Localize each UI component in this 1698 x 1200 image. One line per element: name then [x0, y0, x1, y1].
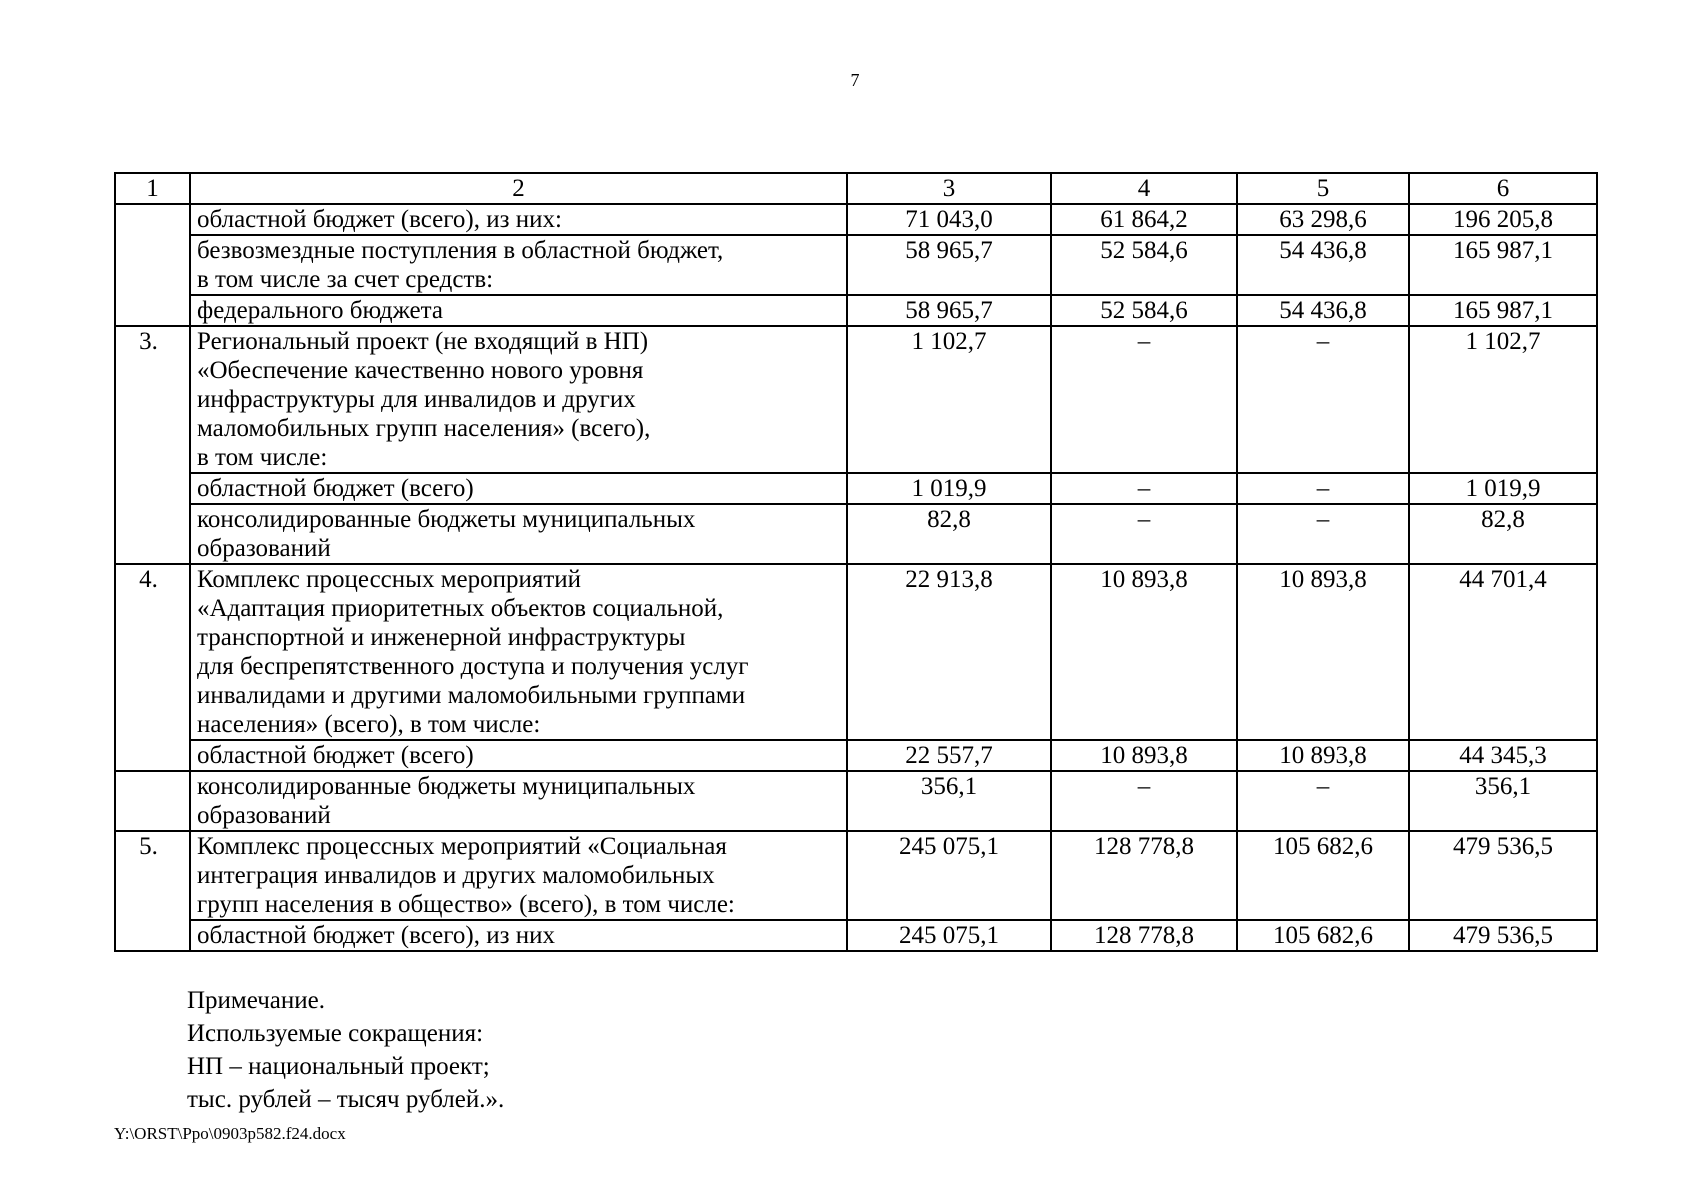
row-description: консолидированные бюджеты муниципальных образований [190, 504, 847, 564]
value-cell: – [1051, 473, 1237, 504]
value-cell: 58 965,7 [847, 235, 1051, 295]
value-cell: 10 893,8 [1051, 564, 1237, 740]
value-cell: – [1051, 326, 1237, 473]
row-description: областной бюджет (всего) [190, 740, 847, 771]
value-cell: 10 893,8 [1237, 564, 1409, 740]
value-cell: 82,8 [1409, 504, 1597, 564]
budget-table [114, 172, 1598, 952]
value-cell: 22 913,8 [847, 564, 1051, 740]
value-cell: – [1237, 473, 1409, 504]
table-row [115, 920, 1597, 951]
value-cell: 196 205,8 [1409, 204, 1597, 235]
value-cell: – [1051, 504, 1237, 564]
value-cell: 165 987,1 [1409, 235, 1597, 295]
row-description: Региональный проект (не входящий в НП) «Обеспечение качественно нового уровня инфраструктуры для инвалидов и других маломобильных групп населения» (всего), в том числе: [190, 326, 847, 473]
page-number: 7 [850, 70, 860, 90]
row-description: Комплекс процессных мероприятий «Социальная интеграция инвалидов и других маломобильных групп населения в общество» (всего), в том числе: [190, 831, 847, 920]
header-cell: 3 [847, 173, 1051, 204]
row-number-cell: 5. [115, 831, 190, 951]
value-cell: – [1237, 504, 1409, 564]
table-row [115, 771, 1597, 831]
note-line: Используемые сокращения: [187, 1020, 484, 1047]
value-cell: – [1237, 771, 1409, 831]
table-row [115, 235, 1597, 295]
row-description: областной бюджет (всего), из них [190, 920, 847, 951]
value-cell: 82,8 [847, 504, 1051, 564]
value-cell: 479 536,5 [1409, 920, 1597, 951]
row-description: безвозмездные поступления в областной бюджет, в том числе за счет средств: [190, 235, 847, 295]
value-cell: 245 075,1 [847, 920, 1051, 951]
row-description: областной бюджет (всего) [190, 473, 847, 504]
note-title: Примечание. [187, 987, 326, 1014]
table-row [115, 564, 1597, 740]
value-cell: 10 893,8 [1237, 740, 1409, 771]
table-row [115, 473, 1597, 504]
row-description: Комплекс процессных мероприятий «Адаптация приоритетных объектов социальной, транспортной и инженерной инфраструктуры для беспрепятственного доступа и получения услуг инвалидами и другими маломобильными группами населения» (всего), в том числе: [190, 564, 847, 740]
value-cell: 1 102,7 [1409, 326, 1597, 473]
table-row [115, 831, 1597, 920]
row-number-cell: 3. [115, 326, 190, 564]
table-row [115, 740, 1597, 771]
header-cell: 6 [1409, 173, 1597, 204]
value-cell: 1 019,9 [847, 473, 1051, 504]
value-cell: 22 557,7 [847, 740, 1051, 771]
value-cell: 1 019,9 [1409, 473, 1597, 504]
header-cell: 5 [1237, 173, 1409, 204]
value-cell: 52 584,6 [1051, 295, 1237, 326]
header-cell: 1 [115, 173, 190, 204]
header-cell: 4 [1051, 173, 1237, 204]
value-cell: 54 436,8 [1237, 295, 1409, 326]
value-cell: 58 965,7 [847, 295, 1051, 326]
row-number-cell [115, 771, 190, 831]
value-cell: 165 987,1 [1409, 295, 1597, 326]
row-number-cell [115, 204, 190, 326]
note-line: тыс. рублей – тысяч рублей.». [187, 1086, 505, 1113]
value-cell: 105 682,6 [1237, 920, 1409, 951]
table-row [115, 504, 1597, 564]
value-cell: 52 584,6 [1051, 235, 1237, 295]
row-description: областной бюджет (всего), из них: [190, 204, 847, 235]
header-cell: 2 [190, 173, 847, 204]
value-cell: – [1237, 326, 1409, 473]
row-description: федерального бюджета [190, 295, 847, 326]
value-cell: 356,1 [1409, 771, 1597, 831]
note-line: НП – национальный проект; [187, 1053, 490, 1080]
value-cell: 356,1 [847, 771, 1051, 831]
value-cell: 44 345,3 [1409, 740, 1597, 771]
value-cell: 10 893,8 [1051, 740, 1237, 771]
note-block [187, 984, 504, 1116]
value-cell: 1 102,7 [847, 326, 1051, 473]
row-number-cell: 4. [115, 564, 190, 771]
value-cell: 61 864,2 [1051, 204, 1237, 235]
value-cell: – [1051, 771, 1237, 831]
value-cell: 105 682,6 [1237, 831, 1409, 920]
row-description: консолидированные бюджеты муниципальных образований [190, 771, 847, 831]
value-cell: 245 075,1 [847, 831, 1051, 920]
table-header-row [115, 173, 1597, 204]
table-row [115, 295, 1597, 326]
value-cell: 128 778,8 [1051, 831, 1237, 920]
file-path-footer: Y:\ORST\Ppo\0903p582.f24.docx [114, 1124, 346, 1143]
table-row [115, 326, 1597, 473]
value-cell: 128 778,8 [1051, 920, 1237, 951]
value-cell: 54 436,8 [1237, 235, 1409, 295]
value-cell: 63 298,6 [1237, 204, 1409, 235]
table-row [115, 204, 1597, 235]
value-cell: 44 701,4 [1409, 564, 1597, 740]
value-cell: 479 536,5 [1409, 831, 1597, 920]
value-cell: 71 043,0 [847, 204, 1051, 235]
